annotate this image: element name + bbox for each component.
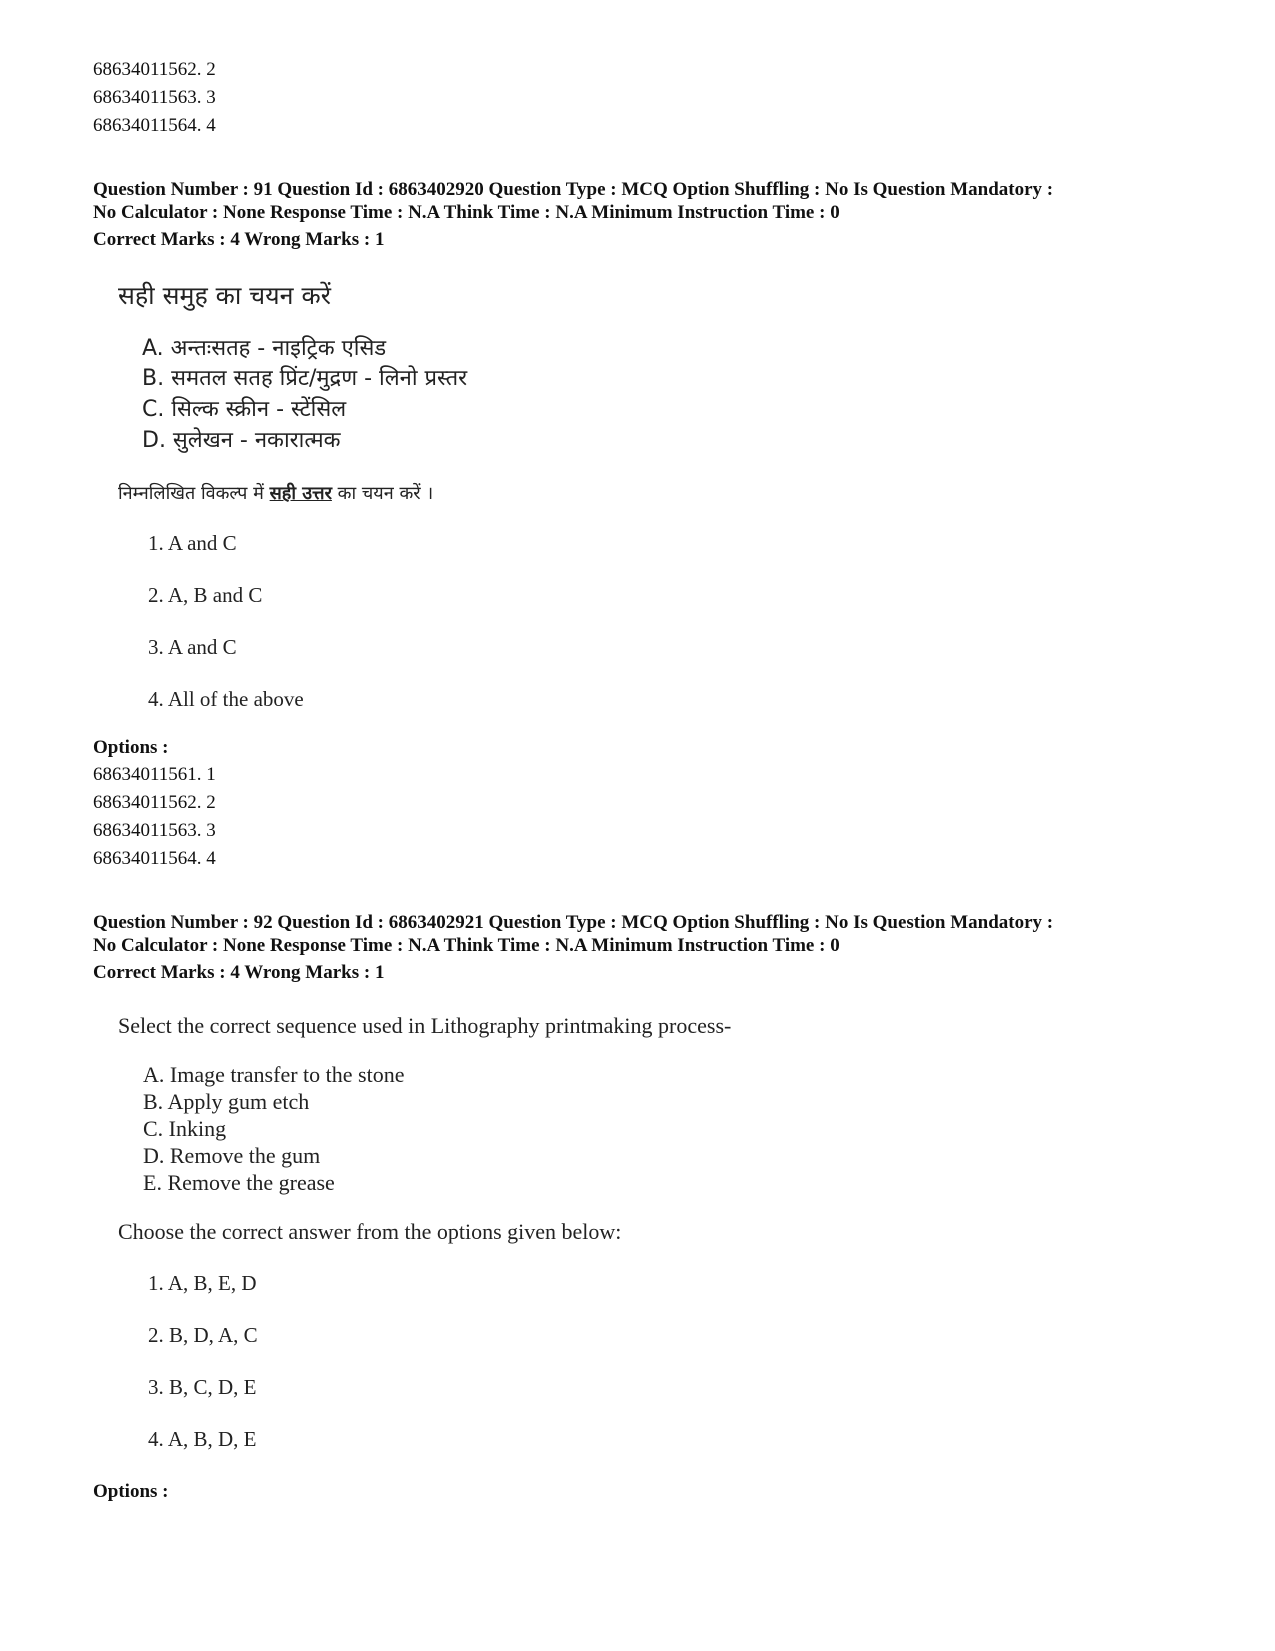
q91-choice: 4. All of the above [148, 687, 304, 711]
q91-instruction [118, 480, 433, 508]
q91-instruction-emph: सही उत्तर [269, 483, 332, 504]
q91-options-label: Options : [93, 737, 169, 758]
q92-choice: 4. A, B, D, E [148, 1427, 257, 1451]
q91-choice: 3. A and C [148, 635, 237, 659]
q91-instruction-pre: निम्नलिखित विकल्प में [118, 483, 264, 504]
q91-item: A. अन्तःसतह - नाइट्रिक एसिड [142, 336, 387, 361]
q92-choice: 2. B, D, A, C [148, 1323, 258, 1347]
q92-marks: Correct Marks : 4 Wrong Marks : 1 [93, 962, 385, 983]
q92-item: C. Inking [143, 1116, 227, 1141]
q92-choice: 3. B, C, D, E [148, 1375, 257, 1399]
q92-prompt: Select the correct sequence used in Lithography printmaking process- [118, 1013, 732, 1038]
prev-option-line: 68634011562. 2 [93, 59, 216, 80]
q92-choice: 1. A, B, E, D [148, 1271, 257, 1295]
q91-prompt: सही समुह का चयन करें [118, 281, 331, 310]
q91-item: D. सुलेखन - नकारात्मक [142, 428, 341, 453]
q92-item: E. Remove the grease [143, 1170, 335, 1195]
q92-item: B. Apply gum etch [143, 1089, 310, 1114]
q91-header-line1: Question Number : 91 Question Id : 6863402920 Question Type : MCQ Option Shuffling : No Is Question Mandatory : [93, 179, 1054, 200]
q91-option-line: 68634011563. 3 [93, 820, 216, 841]
q91-item: C. सिल्क स्क्रीन - स्टेंसिल [142, 397, 347, 422]
q92-header-line2: No Calculator : None Response Time : N.A Think Time : N.A Minimum Instruction Time : 0 [93, 935, 840, 956]
q92-options-label: Options : [93, 1481, 169, 1502]
q92-header-line1: Question Number : 92 Question Id : 6863402921 Question Type : MCQ Option Shuffling : No Is Question Mandatory : [93, 912, 1054, 933]
q91-instruction-post: का चयन करें । [337, 483, 434, 504]
q91-choice: 2. A, B and C [148, 583, 263, 607]
q91-option-line: 68634011564. 4 [93, 848, 216, 869]
q92-item: D. Remove the gum [143, 1143, 321, 1168]
prev-option-line: 68634011563. 3 [93, 87, 216, 108]
q92-instruction: Choose the correct answer from the options given below: [118, 1219, 622, 1244]
q92-item: A. Image transfer to the stone [143, 1062, 405, 1087]
q91-option-line: 68634011562. 2 [93, 792, 216, 813]
q91-header-line2: No Calculator : None Response Time : N.A Think Time : N.A Minimum Instruction Time : 0 [93, 202, 840, 223]
q91-item: B. समतल सतह प्रिंट/मुद्रण - लिनो प्रस्तर [142, 366, 468, 391]
q91-option-line: 68634011561. 1 [93, 764, 216, 785]
q91-marks: Correct Marks : 4 Wrong Marks : 1 [93, 229, 385, 250]
q91-choice: 1. A and C [148, 531, 237, 555]
prev-option-line: 68634011564. 4 [93, 115, 216, 136]
